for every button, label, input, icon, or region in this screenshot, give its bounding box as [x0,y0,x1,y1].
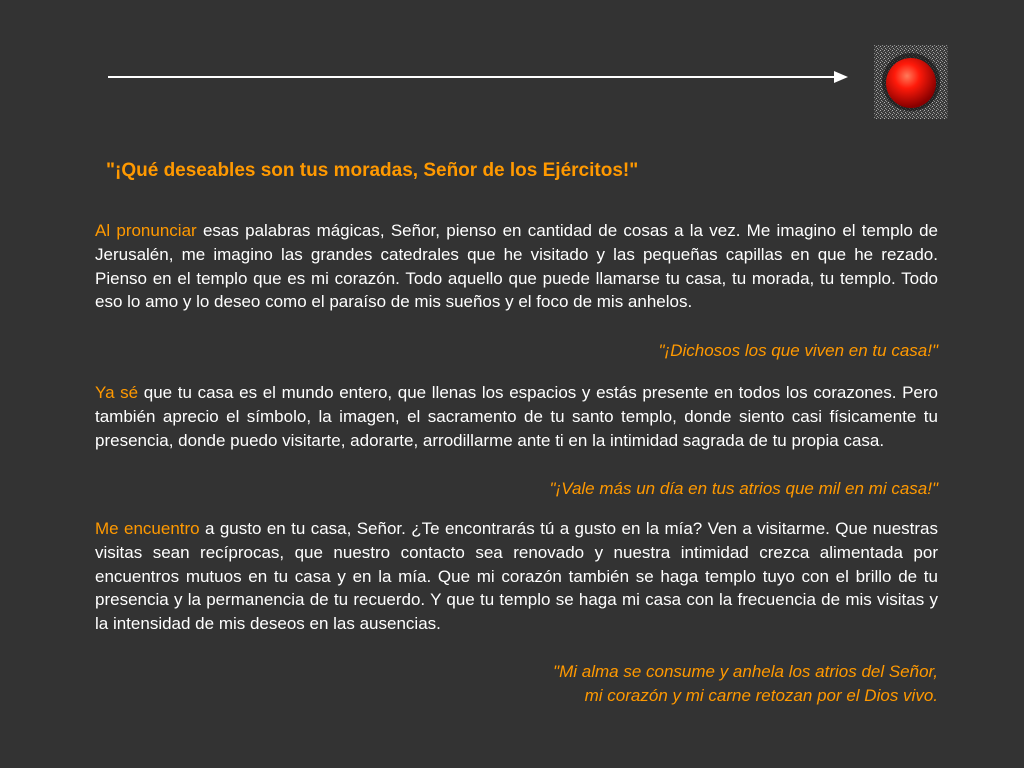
paragraph-2-text: que tu casa es el mundo entero, que llenas los espacios y estás presente en todos los corazones. Pero también aprecio el símbolo, la imagen, el sacramento de tu santo templo, donde siento casi físicamente tu presencia, donde puedo visitarte, adorarte, arrodillarme ante ti en la intimidad sagrada de tu propia casa. [95,383,938,450]
paragraph-3-text: a gusto en tu casa, Señor. ¿Te encontrarás tú a gusto en la mía? Ven a visitarme. Que nuestras visitas sean recíprocas, que nuestro contacto sea renovado y nuestra intimidad crezca alimentada por encuentros mutuos en tu casa y en la mía. Que mi corazón también se haga templo tuyo con el brillo de tu presencia y la permanencia de tu recuerdo. Y que tu templo se haga mi casa con la frecuencia de mis visitas y la intensidad de mis deseos en las ausencias. [95,519,939,634]
quote-1 [659,339,939,363]
paragraph-3-lead: Me encuentro [95,519,200,538]
quote-2-line: "¡Vale más un día en tus atrios que mil en mi casa!" [549,479,938,498]
paragraph-2-lead: Ya sé [95,383,139,402]
page-title: "¡Qué deseables son tus moradas, Señor de los Ejércitos!" [106,160,639,181]
paragraph-3 [95,517,938,636]
paragraph-1-lead: Al pronunciar [95,221,197,240]
quote-2 [550,477,938,501]
paragraph-2 [95,381,938,452]
paragraph-1 [95,219,938,314]
right-arrow-icon [108,68,848,86]
quote-3 [553,660,938,708]
quote-3-line-1: "Mi alma se consume y anhela los atrios del Señor, [553,662,938,681]
paragraph-1-text: esas palabras mágicas, Señor, pienso en cantidad de cosas a la vez. Me imagino el templo de Jerusalén, me imagino las grandes catedrales que he visitado y las pequeñas capillas en que he rezado. Pienso en el templo que es mi corazón. Todo aquello que puede llamarse tu casa, tu morada, tu templo. Todo eso lo amo y lo deseo como el paraíso de mis sueños y el foco de mis anhelos. [95,221,938,312]
quote-3-line-2: mi corazón y mi carne retozan por el Dios vivo. [584,685,938,705]
quote-1-line: "¡Dichosos los que viven en tu casa!" [658,341,938,360]
red-circle-button-icon[interactable] [874,45,948,119]
